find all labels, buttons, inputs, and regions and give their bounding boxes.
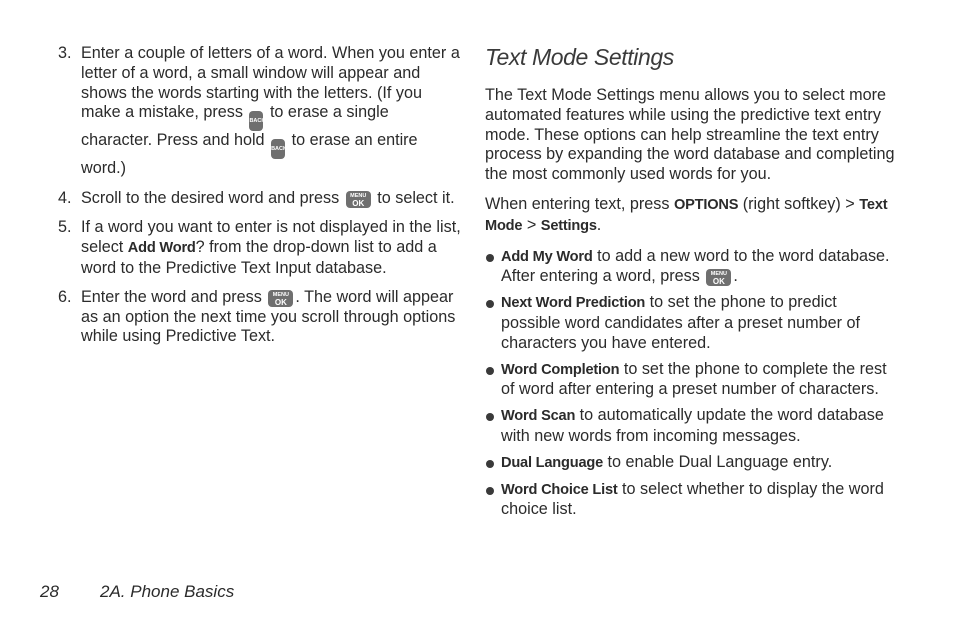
step-text: If a word you want to enter is not displayed in the list, select: [81, 217, 461, 256]
menu-path: [485, 195, 900, 237]
menu-label: MENU: [350, 192, 367, 199]
option-keyword: Word Scan: [501, 408, 576, 425]
menu-label: MENU: [272, 291, 289, 298]
back-key-icon: BACK: [271, 139, 285, 159]
option-description: to automatically update the word database with new words from incoming messages.: [501, 406, 884, 445]
step-5: [58, 218, 463, 278]
option-keyword: Add My Word: [501, 248, 593, 265]
menu-label: MENU: [710, 271, 727, 278]
path-softkey: (right softkey): [742, 194, 841, 213]
section-name: 2A. Phone Basics: [100, 582, 235, 601]
list-item: [485, 360, 900, 401]
step-6: [58, 288, 463, 347]
menu-ok-key-icon: [706, 269, 731, 286]
option-description: to select whether to display the word choice list.: [501, 479, 884, 519]
step-text: to select it.: [377, 188, 455, 207]
bullet-icon: [486, 367, 494, 375]
option-keyword: Next Word Prediction: [501, 295, 646, 312]
bullet-icon: [486, 487, 494, 495]
option-keyword: Word Completion: [501, 361, 620, 378]
page-number: 28: [40, 582, 59, 601]
step-text: Scroll to the desired word and press: [81, 188, 340, 207]
path-end: .: [596, 215, 602, 234]
bullet-icon: [486, 460, 494, 468]
options-keyword: OPTIONS: [673, 196, 739, 213]
bullet-icon: [486, 413, 494, 421]
step-text: to erase a single character. Press and hold: [81, 103, 389, 150]
section-intro: The Text Mode Settings menu allows you to select more automated features while using the predictive text entry mode. These options can help streamline the text entry process by expanding the word database and completing the most commonly used words for you.: [485, 86, 895, 184]
step-text: . The word will appear as an option the next time you scroll through options while using Predictive Text.: [81, 287, 456, 346]
back-key-icon: BACK: [249, 111, 263, 131]
step-number: 4.: [58, 188, 72, 207]
option-keyword: Dual Language: [501, 454, 604, 471]
step-4: [58, 189, 463, 209]
step-number: 3.: [58, 44, 72, 62]
bullet-icon: [486, 254, 494, 262]
ok-label: OK: [712, 277, 725, 287]
list-item: [485, 480, 900, 521]
step-text: Enter the word and press: [81, 287, 262, 306]
step-text: to erase an entire word.): [81, 131, 418, 178]
ok-label: OK: [352, 198, 365, 208]
path-separator: >: [526, 215, 537, 234]
option-description: to set the phone to predict possible word candidates after a preset number of characters you have entered.: [501, 293, 861, 352]
add-word-keyword: Add Word: [127, 239, 196, 256]
option-description: to enable Dual Language entry.: [607, 452, 833, 471]
right-column: [485, 44, 900, 526]
left-column: [58, 44, 463, 357]
option-tail: .: [733, 267, 738, 286]
path-separator: >: [845, 194, 855, 213]
section-title: Text Mode Settings: [485, 44, 674, 70]
menu-ok-key-icon: [268, 290, 293, 307]
path-lead: When entering text, press: [485, 194, 670, 213]
ok-label: OK: [274, 297, 287, 307]
option-keyword: Word Choice List: [501, 481, 618, 498]
text-mode-keyword: Text Mode: [485, 196, 888, 234]
step-number: 5.: [58, 217, 72, 236]
list-item: [485, 453, 900, 474]
settings-keyword: Settings: [540, 217, 597, 234]
step-number: 6.: [58, 287, 72, 306]
step-text: Enter a couple of letters of a word. When you enter a letter of a word, a small window will appear and shows the words starting with the letters. (If you make a mistake, press: [81, 44, 460, 122]
list-item: [485, 247, 900, 288]
list-item: [485, 293, 900, 353]
option-description: to add a new word to the word database. After entering a word, press: [501, 246, 890, 286]
step-text: ? from the drop-down list to add a word to the Predictive Text Input database.: [81, 237, 437, 277]
option-description: to set the phone to complete the rest of word after entering a preset number of characters.: [501, 359, 887, 399]
bullet-icon: [486, 300, 494, 308]
menu-ok-key-icon: [346, 191, 371, 208]
list-item: [485, 406, 900, 447]
step-3: [58, 44, 463, 179]
